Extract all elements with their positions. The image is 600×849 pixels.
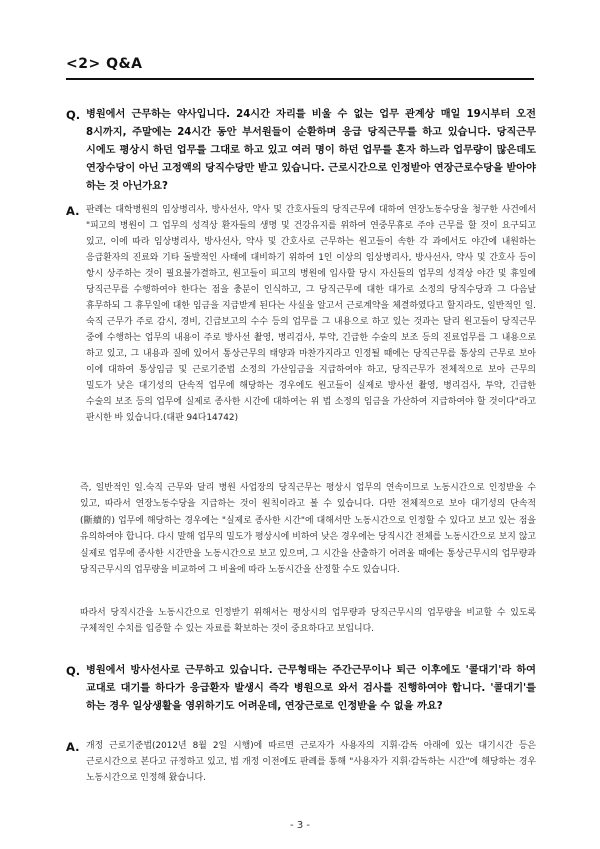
question-text: 병원에서 방사선사로 근무하고 있습니다. 근무형태는 주간근무이나 퇴근 이후에도 '콜대기'라 하여 교대로 대기를 하다가 응급환자 발생시 즉각 병원으로 와서 검사를 진행하여야 합니다. '콜대기'를 하는 경우 일상생활을 영위하기도 어려운데, 연장근로로 인정받을 수 없을 까요?	[86, 665, 536, 712]
question-label: Q.	[66, 664, 81, 678]
answer-2	[66, 738, 536, 786]
question-2	[66, 662, 536, 716]
qa-block-2	[66, 662, 536, 716]
section-title: <2> Q&A	[66, 56, 143, 72]
answer-block-1	[66, 202, 536, 426]
page-number: - 3 -	[290, 820, 310, 831]
answer-text: 판례는 대학병원의 임상병리사, 방사선사, 약사 및 간호사들의 당직근무에 대하여 연장노동수당을 청구한 사건에서 "피고의 병원이 그 업무의 성격상 환자들의 생명 및 건강유지를 위하여 연중무휴로 주야 근무를 할 것이 요구되고 있고, 이에 따라 임상병리사, 방사선사, 약사 및 간호사로 근무하는 원고들이 속한 각 과에서도 야간에 내원하는 응급환자의 진료와 기타 돌발적인 사태에 대비하기 위하여 1인 이상의 임상병리사, 방사선사, 약사 및 간호사 등이 항시 상주하는 것이 필요불가결하고, 원고들이 피고의 병원에 입사할 당시 자신들의 업무의 성격상 야간 및 휴일에 당직근무를 수행하여야 한다는 점을 충분이 인식하고, 그 당직근무에 대한 대가로 소정의 당직수당과 그 다음날 휴무하되 그 휴무일에 대한 임금을 지급받게 된다는 사실을 알고서 근로계약을 체결하였다고 할지라도, 일반적인 일.숙직 근무가 주로 감시, 경비, 긴급보고의 수수 등의 업무를 그 내용으로 하고 있는 것과는 달리 원고들이 당직근무 중에 수행하는 업무의 내용이 주로 방사선 촬영, 병리검사, 투약, 긴급한 수술의 보조 등의 진료업무를 그 내용으로 하고 있고, 그 내용과 질에 있어서 통상근무의 태양과 마찬가지라고 인정될 때에는 당직근무를 통상의 근무로 보아 이에 대하여 통상임금 및 근로기준법 소정의 가산임금을 지급하여야 하고, 당직근무가 전체적으로 보아 근무의 밀도가 낮은 대기성의 단속적 업무에 해당하는 경우에도 원고들이 실제로 방사선 촬영, 병리검사, 투약, 긴급한 수술의 보조 등의 업무에 실제로 종사한 시간에 대하여는 위 법 소정의 임금을 가산하여 지급하여야 할 것이다"라고 판시한 바 있습니다.(대판 94다14742)	[86, 205, 536, 423]
answer-block-2	[66, 738, 536, 786]
section-divider	[66, 78, 534, 80]
qa-block-1	[66, 106, 536, 196]
paragraph: 즉, 일반적인 일.숙직 근무와 달리 병원 사업장의 당직근무는 평상시 업무의 연속이므로 노동시간으로 인정받을 수 있고, 따라서 연장노동수당을 지급하는 것이 원칙이라고 볼 수 있습니다. 다만 전체적으로 보아 대기성의 단속적(斷續的) 업무에 해당하는 경우에는 "실제로 종사한 시간"에 대해서만 노동시간으로 인정할 수 있다고 보고 있는 점을 유의하여야 합니다. 다시 말해 업무의 밀도가 평상시에 비하여 낮은 경우에는 당직시간 전체를 노동시간으로 보지 않고 실제로 업무에 종사한 시간만을 노동시간으로 보고 있으며, 그 시간을 산출하기 어려울 때에는 통상근무시의 업무량과 당직근무시의 업무량을 비교하여 그 비율에 따라 노동시간을 산정할 수도 있습니다.	[80, 483, 536, 576]
question-1	[66, 106, 536, 196]
answer-paragraph-2	[80, 605, 536, 638]
paragraph: 따라서 당직시간을 노동시간으로 인정받기 위해서는 평상시의 업무량과 당직근무시의 업무량을 비교할 수 있도록 구체적인 수치를 입증할 수 있는 자료를 확보하는 것이 중요하다고 보입니다.	[80, 608, 536, 635]
answer-text: 개정 근로기준법(2012년 8월 2일 시행)에 따르면 근로자가 사용자의 지휘·감독 아래에 있는 대기시간 등은 근로시간으로 본다고 규정하고 있고, 법 개정 이전에도 판례를 통해 "사용자가 지휘·감독하는 시간"에 해당하는 경우 노동시간으로 인정해 왔습니다.	[86, 741, 536, 783]
answer-paragraph-1	[80, 480, 536, 578]
answer-label: A.	[66, 204, 80, 218]
question-text: 병원에서 근무하는 약사입니다. 24시간 자리를 비울 수 없는 업무 관계상 매일 19시부터 오전 8시까지, 주말에는 24시간 동안 부서원들이 순환하며 응급 당직근무를 하고 있습니다. 당직근무 시에도 평상시 하던 업무를 그대로 하고 있고 여러 명이 하던 업무를 혼자 하느라 업무량이 많은데도 연장수당이 아닌 고정액의 당직수당만 받고 있습니다. 근로시간으로 인정받아 연장근로수당을 받아야 하는 것 아닌가요?	[86, 109, 536, 192]
answer-label: A.	[66, 740, 80, 754]
answer-1	[66, 202, 536, 426]
question-label: Q.	[66, 108, 81, 122]
